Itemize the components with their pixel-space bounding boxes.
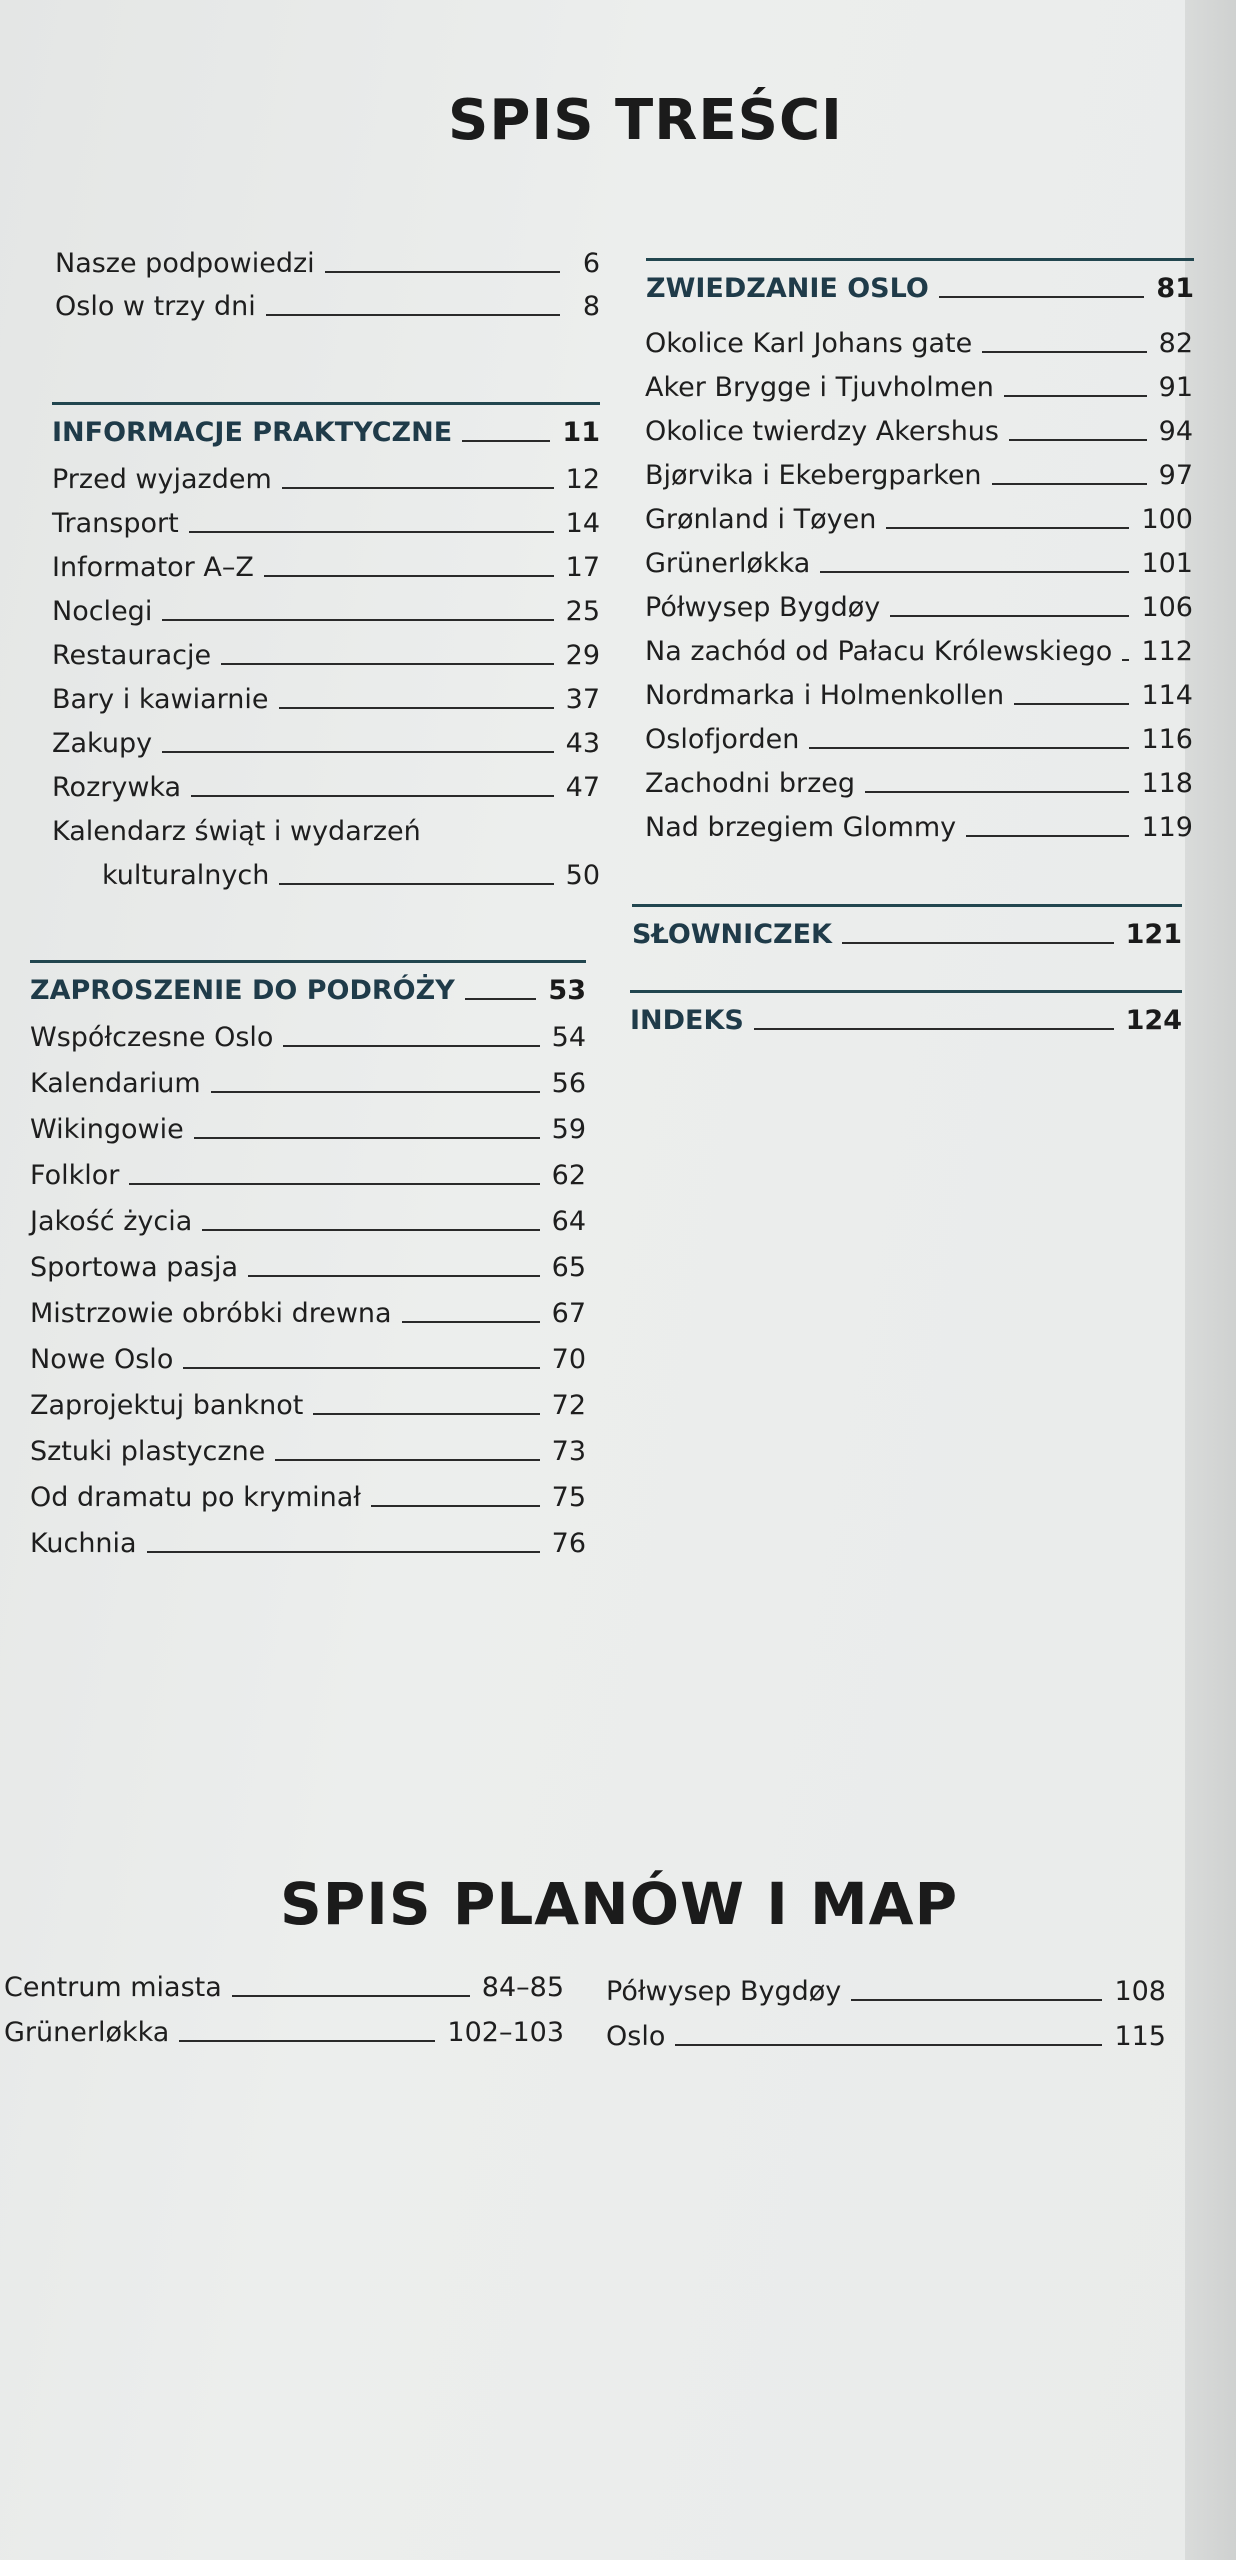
entry-page: 97: [1158, 460, 1193, 491]
maps-title: SPIS PLANÓW I MAP: [280, 1870, 959, 1938]
entry-page: 67: [551, 1298, 586, 1329]
section-rule: [632, 904, 1182, 907]
section-heading[interactable]: [52, 419, 600, 446]
entry-page: 101: [1141, 548, 1193, 579]
leader-line: [820, 571, 1129, 573]
entry-label: Transport: [52, 508, 179, 539]
heading-label: INFORMACJE PRAKTYCZNE: [52, 417, 453, 448]
entry-page: 102–103: [447, 2017, 564, 2048]
leader-line: [754, 1028, 1114, 1030]
section-rule: [646, 258, 1194, 261]
heading-label: ZAPROSZENIE DO PODRÓŻY: [30, 975, 455, 1006]
leader-line: [189, 531, 554, 533]
heading-page: 124: [1125, 1005, 1182, 1036]
entry-label: Zakupy: [52, 728, 153, 759]
heading-page: 81: [1156, 273, 1194, 304]
entry-label: Bjørvika i Ekebergparken: [645, 460, 982, 491]
toc-entry[interactable]: [30, 1300, 586, 1327]
leader-line: [966, 835, 1129, 837]
leader-line: [279, 883, 553, 885]
toc-entry[interactable]: [645, 330, 1193, 357]
entry-page: 59: [551, 1114, 586, 1145]
leader-line: [179, 2040, 435, 2042]
toc-entry[interactable]: [645, 594, 1193, 621]
leader-line: [279, 707, 554, 709]
entry-label: Grünerløkka: [4, 2017, 170, 2048]
toc-entry[interactable]: [52, 554, 600, 581]
leader-line: [221, 663, 554, 665]
entry-page: 91: [1158, 372, 1193, 403]
leader-line: [371, 1505, 540, 1507]
entry-page: 116: [1141, 724, 1193, 755]
entry-label: Nasze podpowiedzi: [55, 248, 315, 279]
entry-page: 100: [1141, 504, 1193, 535]
entry-page: 14: [565, 508, 600, 539]
entry-page: 118: [1141, 768, 1193, 799]
entry-page: 82: [1158, 328, 1193, 359]
entry-page: 47: [565, 772, 600, 803]
map-entry[interactable]: [4, 1974, 564, 2001]
entry-page: 115: [1114, 2021, 1166, 2052]
entry-page: 73: [551, 1436, 586, 1467]
entry-label: Zachodni brzeg: [645, 768, 856, 799]
toc-entry[interactable]: [52, 642, 600, 669]
entry-label: Nowe Oslo: [30, 1344, 174, 1375]
entry-page: 8: [582, 291, 600, 322]
entry-label: Sztuki plastyczne: [30, 1436, 266, 1467]
entry-page: 76: [551, 1528, 586, 1559]
leader-line: [248, 1275, 540, 1277]
leader-line: [675, 2044, 1102, 2046]
toc-entry[interactable]: [645, 374, 1193, 401]
toc-entry[interactable]: [52, 598, 600, 625]
entry-label: Mistrzowie obróbki drewna: [30, 1298, 392, 1329]
entry-label: Bary i kawiarnie: [52, 684, 269, 715]
section-zwiedzanie: [646, 258, 1194, 318]
entry-label: Na zachód od Pałacu Królewskiego: [645, 636, 1113, 667]
toc-entry[interactable]: [30, 1438, 586, 1465]
toc-entry[interactable]: [30, 1070, 586, 1097]
heading-page: 121: [1125, 919, 1182, 950]
entry-label: Informator A–Z: [52, 552, 254, 583]
entry-label: Grønland i Tøyen: [645, 504, 877, 535]
entry-label: Kuchnia: [30, 1528, 137, 1559]
entry-label: Nordmarka i Holmenkollen: [645, 680, 1005, 711]
leader-line: [462, 440, 550, 442]
toc-entry[interactable]: [645, 550, 1193, 577]
toc-left-top: [55, 250, 600, 320]
leader-line: [890, 615, 1129, 617]
entry-label: kulturalnych: [102, 860, 270, 891]
entry-label: Centrum miasta: [4, 1972, 222, 2003]
map-entry[interactable]: [4, 2019, 564, 2046]
entry-label: Jakość życia: [30, 1206, 193, 1237]
toc-title: SPIS TREŚCI: [448, 88, 843, 153]
toc-entry[interactable]: [55, 250, 600, 277]
entry-label: Restauracje: [52, 640, 212, 671]
entry-label: Półwysep Bygdøy: [645, 592, 881, 623]
toc-entry[interactable]: [30, 1024, 586, 1051]
toc-entry[interactable]: [52, 686, 600, 713]
entry-label: Folklor: [30, 1160, 120, 1191]
entry-label: Przed wyjazdem: [52, 464, 272, 495]
leader-line: [325, 271, 560, 273]
toc-entry[interactable]: [30, 1530, 586, 1557]
entry-label: Kalendarium: [30, 1068, 201, 1099]
toc-entry[interactable]: [645, 726, 1193, 753]
leader-line: [402, 1321, 540, 1323]
toc-entry[interactable]: [30, 1116, 586, 1143]
leader-line: [266, 314, 560, 316]
leader-line: [1122, 659, 1129, 661]
zwiedzanie-items: [645, 330, 1193, 841]
entry-page: 119: [1141, 812, 1193, 843]
map-entry[interactable]: [606, 1978, 1166, 2005]
entry-page: 114: [1141, 680, 1193, 711]
entry-page: 84–85: [481, 1972, 564, 2003]
entry-page: 112: [1141, 636, 1193, 667]
toc-entry[interactable]: [52, 730, 600, 757]
leader-line: [211, 1091, 540, 1093]
entry-label: Aker Brygge i Tjuvholmen: [645, 372, 994, 403]
leader-line: [939, 296, 1145, 298]
leader-line: [282, 487, 554, 489]
entry-label: Okolice twierdzy Akershus: [645, 416, 999, 447]
entry-label: Grünerløkka: [645, 548, 811, 579]
toc-entry[interactable]: [30, 1254, 586, 1281]
toc-entry[interactable]: [52, 466, 600, 493]
entry-page: 108: [1114, 1976, 1166, 2007]
leader-line: [147, 1551, 540, 1553]
entry-page: 12: [565, 464, 600, 495]
section-informacje: [52, 402, 600, 889]
entry-label: Wikingowie: [30, 1114, 184, 1145]
entry-page: 50: [565, 860, 600, 891]
leader-line: [982, 351, 1146, 353]
heading-label: INDEKS: [630, 1005, 744, 1036]
entry-page: 6: [582, 248, 600, 279]
entry-page: 56: [551, 1068, 586, 1099]
leader-line: [886, 527, 1129, 529]
entry-page: 43: [565, 728, 600, 759]
section-indeks: [630, 990, 1182, 1034]
maps-right: [606, 1978, 1166, 2050]
toc-entry[interactable]: [52, 510, 600, 537]
entry-label: Oslofjorden: [645, 724, 800, 755]
toc-entry[interactable]: [645, 506, 1193, 533]
maps-left: [4, 1974, 564, 2046]
entry-page: 72: [551, 1390, 586, 1421]
entry-page: 17: [565, 552, 600, 583]
section-heading[interactable]: [646, 275, 1194, 302]
entry-label: Rozrywka: [52, 772, 182, 803]
entry-label: Od dramatu po kryminał: [30, 1482, 361, 1513]
leader-line: [1004, 395, 1147, 397]
leader-line: [232, 1995, 470, 1997]
leader-line: [809, 747, 1129, 749]
leader-line: [202, 1229, 539, 1231]
toc-entry[interactable]: [645, 638, 1193, 665]
toc-entry-multiline-first[interactable]: Kalendarz świąt i wydarzeń: [52, 816, 421, 847]
section-slowniczek: [632, 904, 1182, 948]
leader-line: [842, 942, 1114, 944]
entry-page: 75: [551, 1482, 586, 1513]
entry-page: 62: [551, 1160, 586, 1191]
entry-page: 106: [1141, 592, 1193, 623]
leader-line: [129, 1183, 539, 1185]
entry-label: Oslo: [606, 2021, 666, 2052]
entry-label: Półwysep Bygdøy: [606, 1976, 842, 2007]
toc-entry[interactable]: [30, 1346, 586, 1373]
entry-label: Współczesne Oslo: [30, 1022, 274, 1053]
leader-line: [313, 1413, 539, 1415]
toc-entry[interactable]: [30, 1162, 586, 1189]
heading-page: 53: [548, 975, 586, 1006]
entry-page: 94: [1158, 416, 1193, 447]
leader-line: [1009, 439, 1147, 441]
leader-line: [194, 1137, 540, 1139]
leader-line: [275, 1459, 539, 1461]
leader-line: [191, 795, 554, 797]
toc-entry[interactable]: [645, 682, 1193, 709]
toc-entry[interactable]: [30, 1392, 586, 1419]
map-entry[interactable]: [606, 2023, 1166, 2050]
toc-entry[interactable]: [645, 418, 1193, 445]
entry-label: Okolice Karl Johans gate: [645, 328, 973, 359]
leader-line: [1014, 703, 1129, 705]
toc-entry[interactable]: [30, 1208, 586, 1235]
entry-page: 25: [565, 596, 600, 627]
section-rule: [30, 960, 586, 963]
leader-line: [183, 1367, 539, 1369]
toc-entry[interactable]: [645, 770, 1193, 797]
entry-page: 29: [565, 640, 600, 671]
leader-line: [162, 751, 554, 753]
leader-line: [851, 1999, 1102, 2001]
section-zaproszenie: [30, 960, 586, 1557]
section-rule: [630, 990, 1182, 993]
heading-label: ZWIEDZANIE OSLO: [646, 273, 929, 304]
toc-entry[interactable]: [52, 862, 600, 889]
leader-line: [283, 1045, 539, 1047]
leader-line: [465, 998, 537, 1000]
toc-entry[interactable]: [645, 462, 1193, 489]
leader-line: [264, 575, 554, 577]
section-rule: [52, 402, 600, 405]
entry-label: Nad brzegiem Glommy: [645, 812, 957, 843]
leader-line: [162, 619, 553, 621]
toc-entry[interactable]: [645, 814, 1193, 841]
entry-page: 70: [551, 1344, 586, 1375]
heading-label: SŁOWNICZEK: [632, 919, 832, 950]
leader-line: [865, 791, 1129, 793]
section-heading[interactable]: [30, 977, 586, 1004]
entry-label: Oslo w trzy dni: [55, 291, 256, 322]
toc-entry[interactable]: [30, 1484, 586, 1511]
entry-label: Sportowa pasja: [30, 1252, 239, 1283]
entry-label: Noclegi: [52, 596, 153, 627]
leader-line: [992, 483, 1147, 485]
toc-entry[interactable]: [52, 774, 600, 801]
toc-entry[interactable]: [55, 293, 600, 320]
section-heading[interactable]: [630, 1007, 1182, 1034]
entry-page: 65: [551, 1252, 586, 1283]
section-heading[interactable]: [632, 921, 1182, 948]
entry-label: Zaprojektuj banknot: [30, 1390, 304, 1421]
entry-page: 37: [565, 684, 600, 715]
entry-page: 54: [551, 1022, 586, 1053]
entry-page: 64: [551, 1206, 586, 1237]
heading-page: 11: [562, 417, 600, 448]
